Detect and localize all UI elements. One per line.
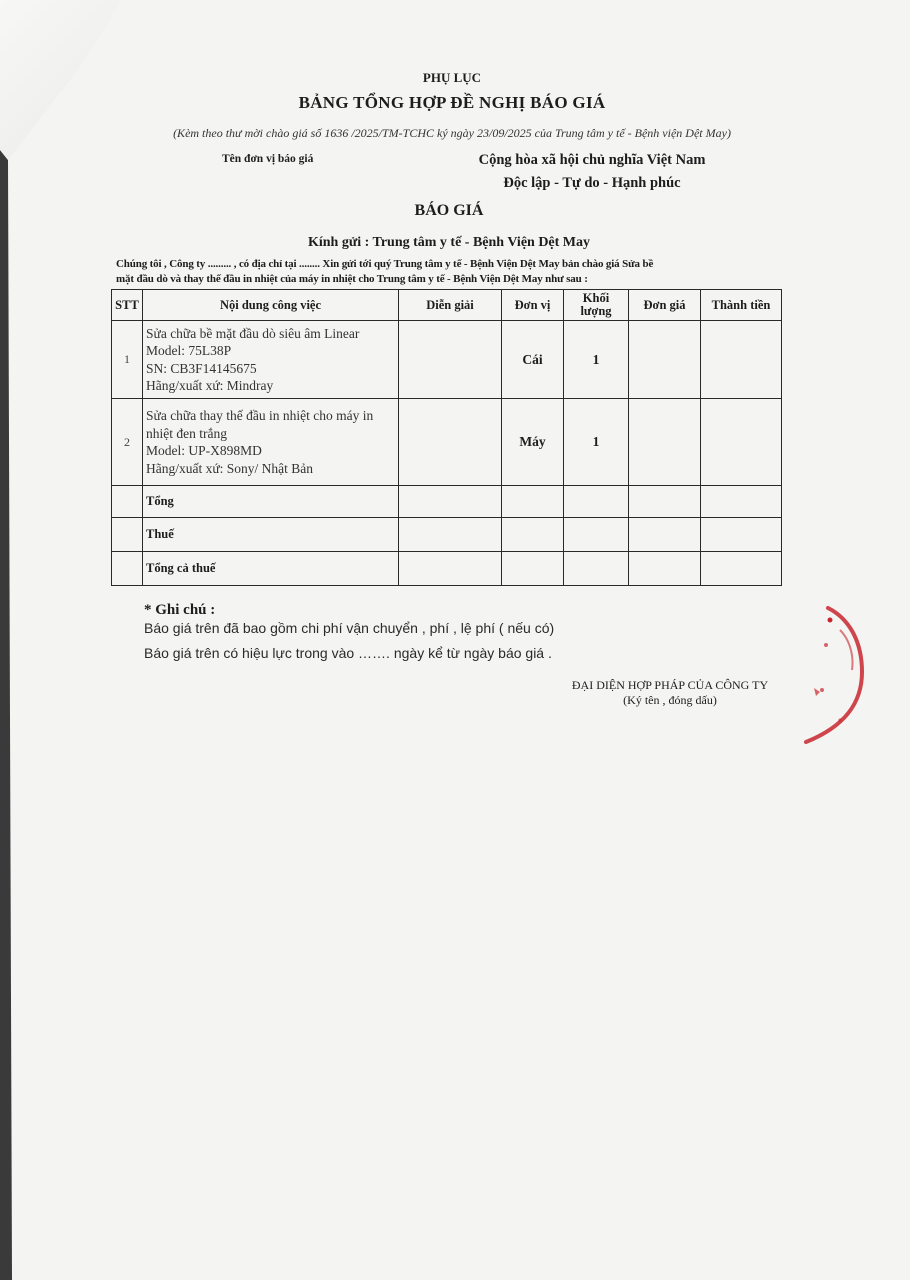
header-content: Nội dung công việc [143, 290, 399, 321]
red-stamp-fragment [800, 600, 872, 750]
row-explanation [399, 321, 502, 399]
row-unit-price [629, 399, 701, 486]
header-amount: Thành tiền [701, 290, 782, 321]
note-line-2: Báo giá trên có hiệu lực trong vào ……. ngày kể từ ngày báo giá . [144, 645, 552, 661]
description-line: Model: 75L38P [146, 343, 232, 358]
summary-cell [502, 486, 564, 518]
signature-hint: (Ký tên , đóng dấu) [623, 693, 717, 707]
summary-cell [564, 518, 629, 552]
description-line: Sửa chữa thay thế đầu in nhiệt cho máy in [146, 408, 374, 423]
header-unit: Đơn vị [502, 290, 564, 321]
description-line: nhiệt đen trắng [146, 425, 227, 441]
summary-label: Tổng [143, 486, 399, 518]
summary-stt [112, 518, 143, 552]
notes-heading: * Ghi chú : [144, 602, 216, 618]
document-subtitle: (Kèm theo thư mời chào giá số 1636 /2025/TM-TCHC ký ngày 23/09/2025 của Trung tâm y tế - Bệnh viện Dệt May) [173, 126, 731, 140]
note-line-1: Báo giá trên đã bao gồm chi phí vận chuyển , phí , lệ phí ( nếu có) [144, 620, 555, 636]
table-header-row [112, 290, 782, 321]
summary-cell [701, 486, 782, 518]
summary-cell [701, 518, 782, 552]
row-description [143, 321, 399, 399]
row-amount [701, 399, 782, 486]
summary-cell [564, 552, 629, 586]
row-unit: Cái [502, 321, 564, 399]
summary-row-total-with-tax [112, 552, 782, 586]
row-description [143, 399, 399, 486]
national-title: Cộng hòa xã hội chủ nghĩa Việt Nam [478, 152, 706, 168]
signature-title: ĐẠI DIỆN HỢP PHÁP CỦA CÔNG TY [571, 678, 769, 692]
summary-row-tax [112, 518, 782, 552]
row-quantity: 1 [564, 399, 629, 486]
addressee-line: Kính gửi : Trung tâm y tế - Bệnh Viện Dệt May [307, 235, 591, 250]
row-stt: 2 [112, 399, 143, 486]
summary-cell [701, 552, 782, 586]
appendix-label: PHỤ LỤC [422, 70, 482, 85]
summary-row-total [112, 486, 782, 518]
summary-cell [399, 518, 502, 552]
header-quantity: Khối lượng [564, 290, 629, 321]
intro-text-line-1: Chúng tôi , Công ty ......... , có địa chỉ tại ........ Xin gửi tới quý Trung tâm y tế - Bệnh Viện Dệt May bản chào giá Sửa bề [116, 258, 654, 270]
summary-label: Tổng cả thuế [143, 552, 399, 586]
row-stt: 1 [112, 321, 143, 399]
summary-cell [629, 518, 701, 552]
summary-cell [502, 552, 564, 586]
row-amount [701, 321, 782, 399]
quote-heading: BÁO GIÁ [414, 202, 484, 219]
quote-table [111, 289, 782, 586]
row-unit-price [629, 321, 701, 399]
header-stt: STT [112, 290, 143, 321]
national-motto: Độc lập - Tự do - Hạnh phúc [503, 175, 681, 191]
description-line: Hãng/xuất xứ: Mindray [146, 378, 274, 393]
summary-cell [629, 552, 701, 586]
header-unit-price: Đơn giá [629, 290, 701, 321]
description-line: Model: UP-X898MD [146, 443, 262, 458]
description-line: Hãng/xuất xứ: Sony/ Nhật Bản [146, 460, 314, 476]
document-title: BẢNG TỔNG HỢP ĐỀ NGHỊ BÁO GIÁ [298, 93, 606, 112]
row-unit: Máy [502, 399, 564, 486]
summary-cell [629, 486, 701, 518]
description-line: Sửa chữa bề mặt đầu dò siêu âm Linear [146, 325, 360, 341]
header-explanation: Diễn giải [399, 290, 502, 321]
summary-cell [399, 552, 502, 586]
summary-stt [112, 486, 143, 518]
table-row [112, 399, 782, 486]
intro-text-line-2: mặt đầu dò và thay thế đầu in nhiệt của máy in nhiệt cho Trung tâm y tế - Bệnh Viện Dệt May như sau : [116, 273, 588, 285]
summary-cell [399, 486, 502, 518]
description-line: SN: CB3F14145675 [146, 360, 257, 376]
summary-cell [564, 486, 629, 518]
quoting-unit-label: Tên đơn vị báo giá [222, 153, 314, 165]
summary-cell [502, 518, 564, 552]
summary-label: Thuế [143, 518, 399, 552]
table-row [112, 321, 782, 399]
row-explanation [399, 399, 502, 486]
summary-stt [112, 552, 143, 586]
row-quantity: 1 [564, 321, 629, 399]
